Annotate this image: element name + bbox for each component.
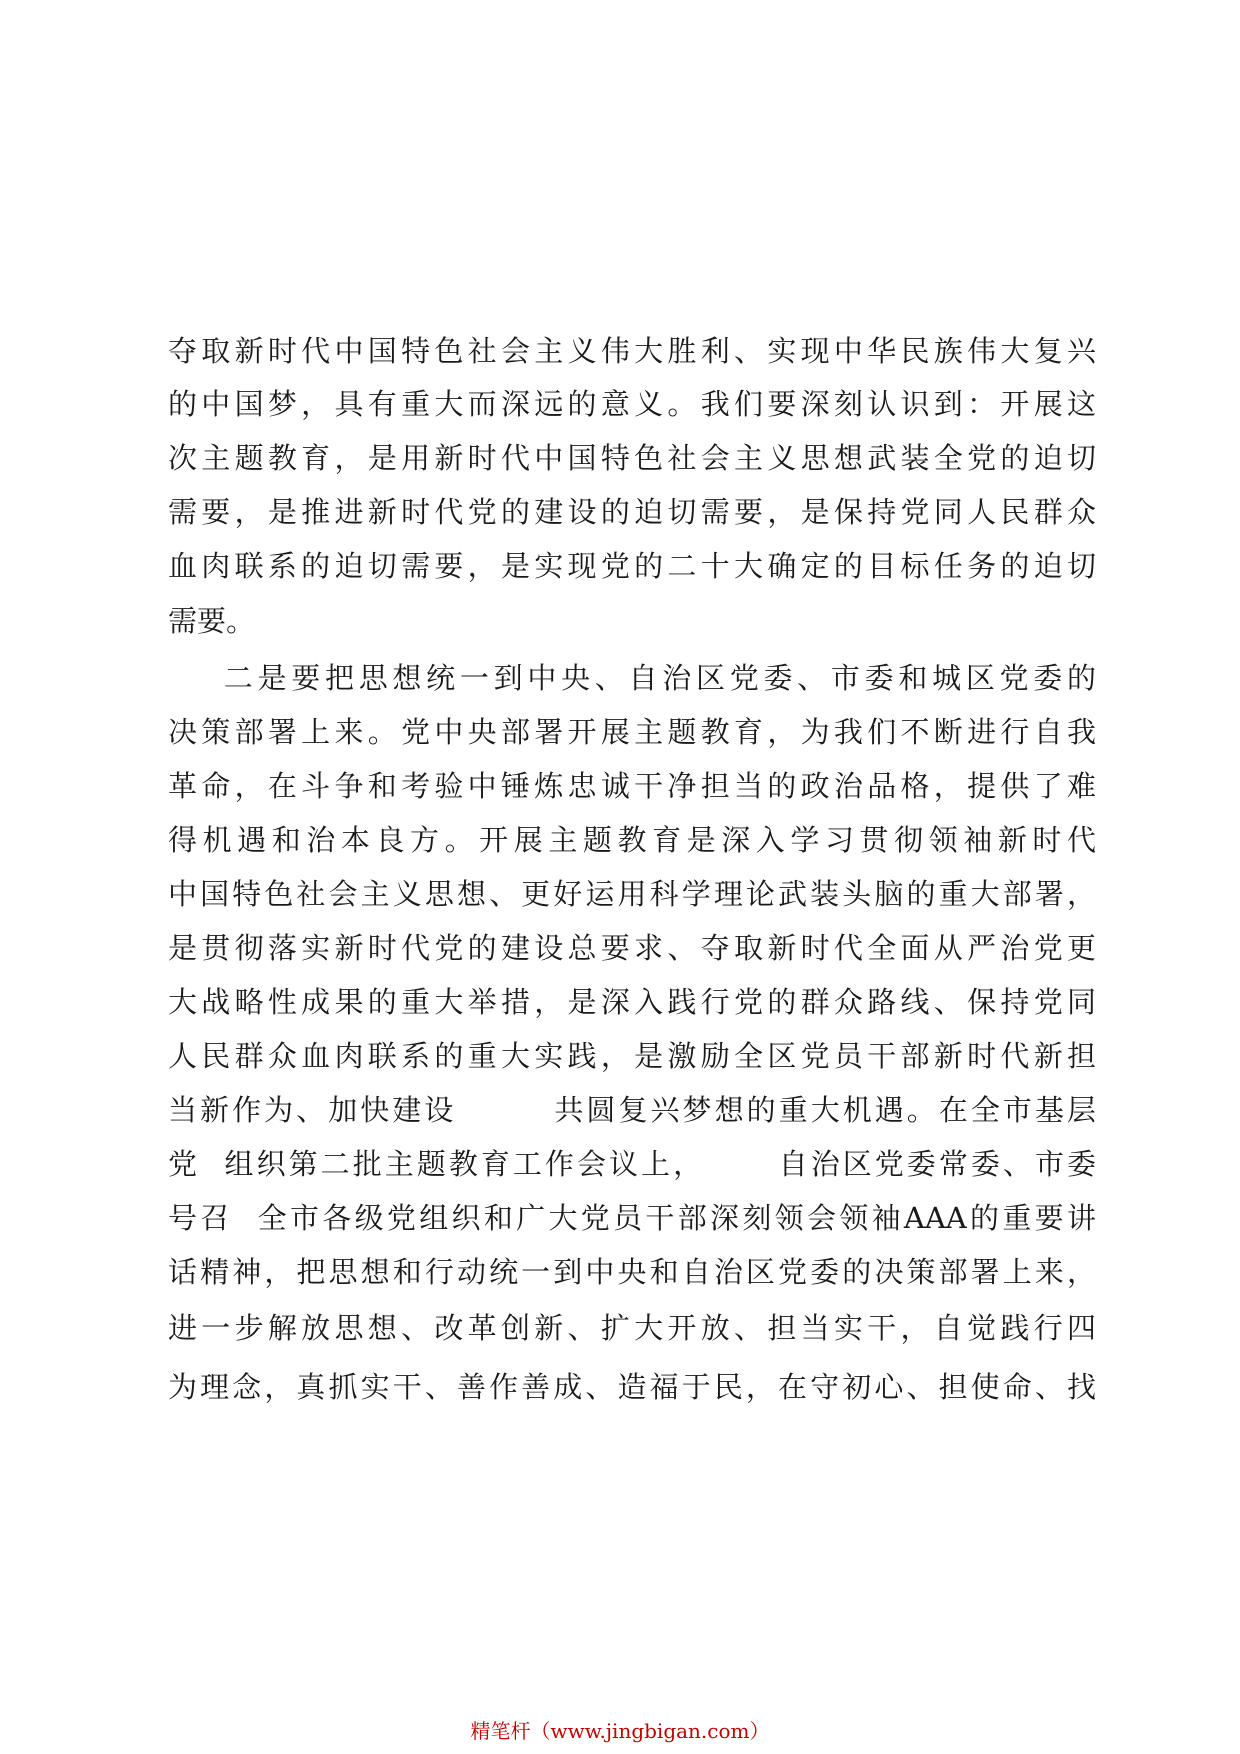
paragraph-start-line: 二是要把思想统一到中央、自治区党委、市委和城区党委的 — [168, 661, 1096, 695]
footer-watermark-link[interactable]: 精笔杆（www.jingbigan.com） — [470, 1719, 770, 1743]
text-line: 号召 全市各级党组织和广大党员干部深刻领会领袖AAA的重要讲 — [168, 1201, 1096, 1235]
text-line: 进一步解放思想、改革创新、扩大开放、担当实干，自觉践行四 — [168, 1311, 1096, 1345]
text-line: 为理念，真抓实干、善作善成、造福于民，在守初心、担使命、找 — [168, 1370, 1096, 1404]
text-line: 当新作为、加快建设 共圆复兴梦想的重大机遇。在全市基层 — [168, 1093, 1096, 1127]
text-line: 次主题教育，是用新时代中国特色社会主义思想武装全党的迫切 — [168, 441, 1096, 475]
text-line: 需要。 — [168, 604, 256, 638]
text-line: 人民群众血肉联系的重大实践，是激励全区党员干部新时代新担 — [168, 1039, 1096, 1073]
text-line: 党 组织第二批主题教育工作会议上， 自治区党委常委、市委 — [168, 1147, 1096, 1181]
text-line: 的中国梦，具有重大而深远的意义。我们要深刻认识到：开展这 — [168, 387, 1096, 421]
text-line: 夺取新时代中国特色社会主义伟大胜利、实现中华民族伟大复兴 — [168, 334, 1096, 368]
text-line: 中国特色社会主义思想、更好运用科学理论武装头脑的重大部署， — [168, 877, 1096, 911]
text-line: 得机遇和治本良方。开展主题教育是深入学习贯彻领袖新时代 — [168, 823, 1096, 857]
text-line: 是贯彻落实新时代党的建设总要求、夺取新时代全面从严治党更 — [168, 931, 1096, 965]
text-line: 决策部署上来。党中央部署开展主题教育，为我们不断进行自我 — [168, 715, 1096, 749]
text-line: 大战略性成果的重大举措，是深入践行党的群众路线、保持党同 — [168, 985, 1096, 1019]
text-line: 话精神，把思想和行动统一到中央和自治区党委的决策部署上来， — [168, 1255, 1096, 1289]
text-line: 血肉联系的迫切需要，是实现党的二十大确定的目标任务的迫切 — [168, 549, 1096, 583]
text-line: 需要，是推进新时代党的建设的迫切需要，是保持党同人民群众 — [168, 495, 1096, 529]
text-line: 革命，在斗争和考验中锤炼忠诚干净担当的政治品格，提供了难 — [168, 769, 1096, 803]
